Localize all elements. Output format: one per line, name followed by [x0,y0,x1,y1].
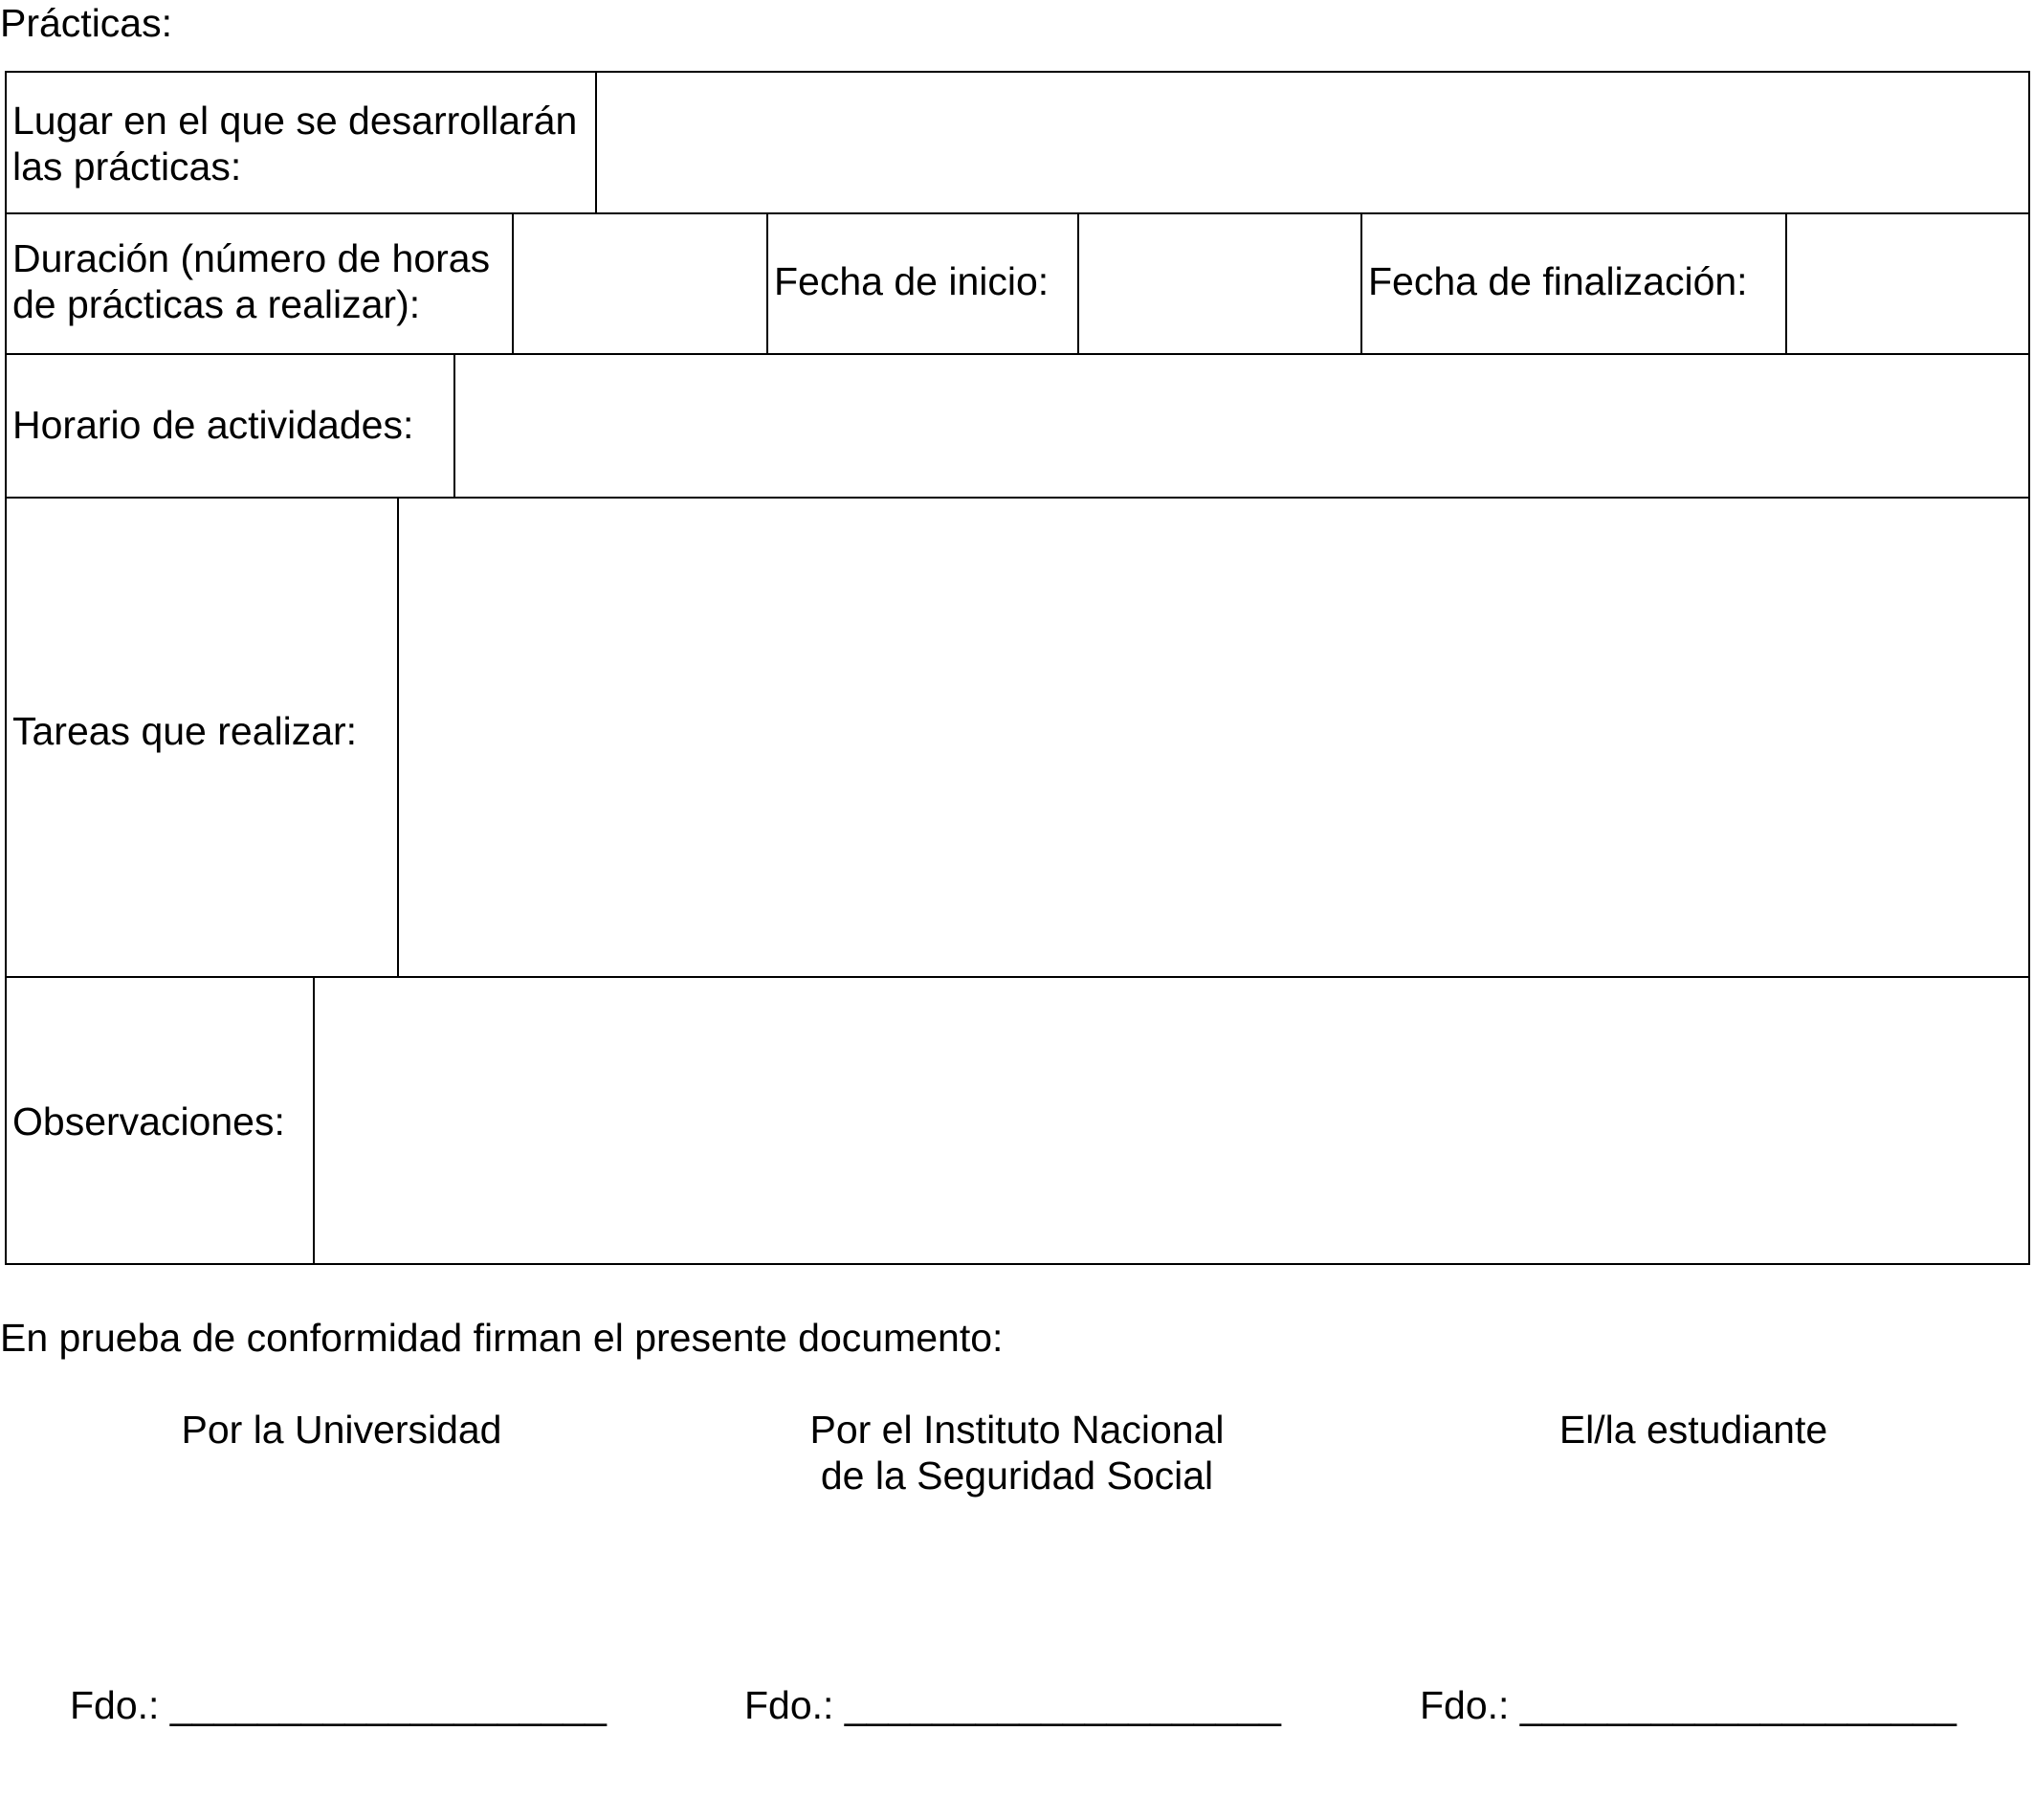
observaciones-field[interactable] [315,978,2028,1265]
tareas-field[interactable] [399,499,2028,978]
signature-line-estudiante[interactable]: Fdo.: ____________________ [1420,1683,1957,1727]
horario-label-cell [7,355,455,499]
fecha-fin-field[interactable] [1787,214,2028,355]
fecha-inicio-field[interactable] [1079,214,1362,355]
fecha-inicio-label: Fecha de inicio: [774,259,1050,303]
fecha-inicio-label-cell [768,214,1079,355]
lugar-label-cell [7,73,597,212]
practicas-form-table [5,71,2030,1265]
duracion-label: Duración (número de horas de prácticas a realizar): [12,236,491,326]
signature-line-inss[interactable]: Fdo.: ____________________ [744,1683,1281,1727]
lugar-label: Lugar en el que se desarrollarán las prácticas: [12,99,578,189]
signature-party-estudiante: El/la estudiante [1559,1408,1828,1452]
observaciones-label: Observaciones: [12,1099,285,1143]
horario-label: Horario de actividades: [12,403,414,447]
lugar-field[interactable] [597,73,2028,212]
signature-line-universidad[interactable]: Fdo.: ____________________ [70,1683,607,1727]
row-lugar [7,73,2028,212]
conformity-text: En prueba de conformidad firman el presente documento: [0,1316,1004,1360]
observaciones-label-cell [7,978,315,1265]
signature-party-universidad: Por la Universidad [181,1408,502,1452]
fecha-fin-label-cell [1362,214,1787,355]
tareas-label-cell [7,499,399,978]
fecha-fin-label: Fecha de finalización: [1368,259,1748,303]
duracion-label-cell [7,214,514,355]
row-horario [7,353,2028,499]
section-title: Prácticas: [0,1,172,45]
horario-field[interactable] [455,355,2028,499]
signature-party-inss: Por el Instituto Nacional de la Seguridad Social [809,1408,1225,1498]
row-observaciones [7,976,2028,1265]
row-tareas [7,497,2028,978]
tareas-label: Tareas que realizar: [12,709,358,753]
row-duracion-fechas [7,212,2028,355]
duracion-field[interactable] [514,214,768,355]
